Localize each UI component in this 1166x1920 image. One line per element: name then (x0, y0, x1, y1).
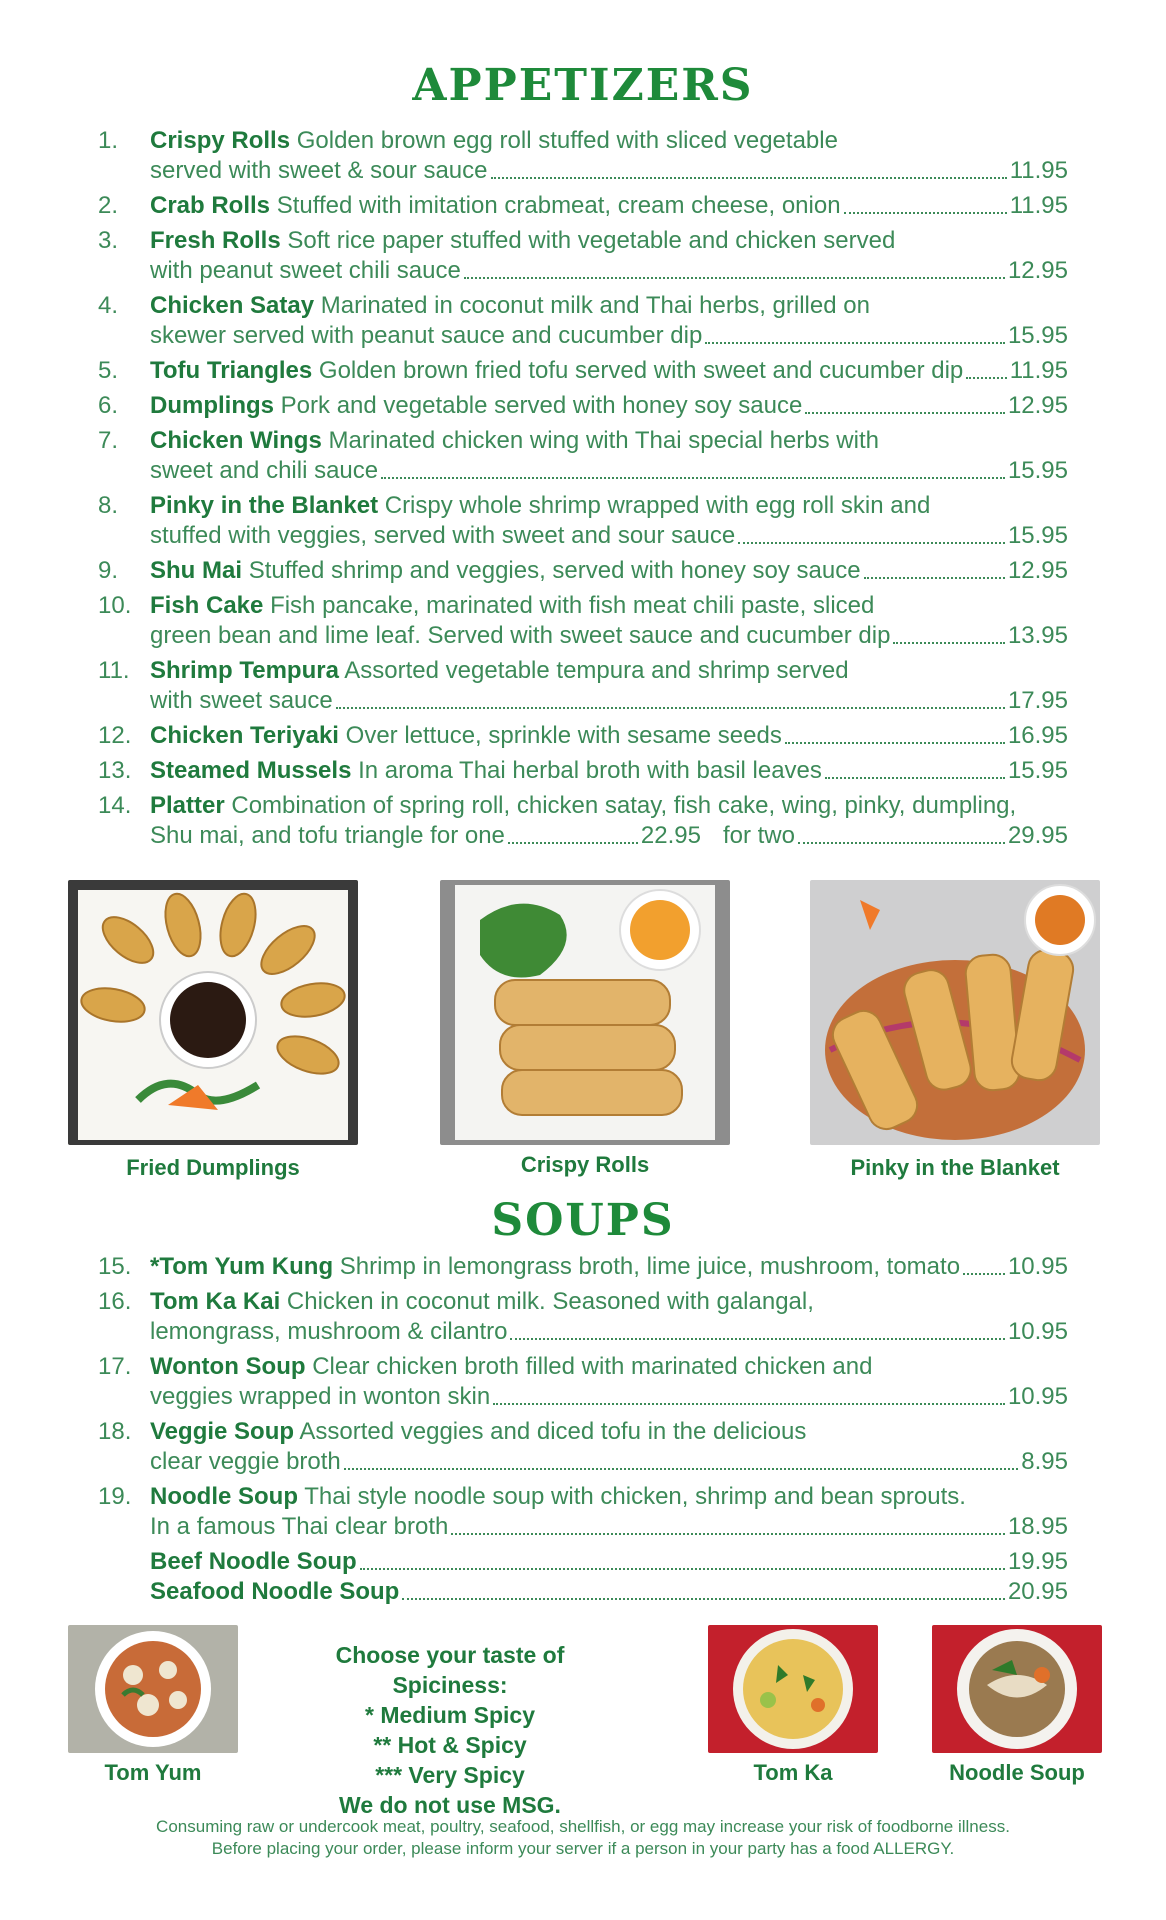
menu-item (98, 1417, 1068, 1477)
item-name: Pinky in the Blanket (150, 492, 379, 519)
item-number: 17. (98, 1353, 132, 1380)
item-number: 9. (98, 557, 119, 584)
menu-item (98, 556, 1068, 586)
item-price: 13.95 (1007, 622, 1068, 649)
footer-line-2: Before placing your order, please inform your server if a person in your party has a food ALLERGY. (211, 1839, 955, 1858)
for-two-label: for two (722, 822, 795, 849)
item-price: 15.95 (1007, 322, 1068, 349)
item-name: Steamed Mussels (150, 757, 352, 784)
item-line (150, 321, 1068, 351)
item-number: 12. (98, 722, 132, 749)
item-price: 20.95 (1007, 1578, 1068, 1605)
item-name: *Tom Yum Kung (150, 1253, 334, 1280)
item-description-cont: green bean and lime leaf. Served with sweet sauce and cucumber dip (150, 622, 891, 649)
item-line (150, 1417, 1068, 1447)
item-body (150, 391, 1068, 421)
item-body (150, 1417, 1068, 1477)
item-text (150, 721, 782, 751)
item-number: 11. (98, 657, 130, 684)
item-body (150, 1252, 1068, 1282)
item-name: Crab Rolls (150, 192, 271, 219)
menu-item (98, 291, 1068, 351)
item-body (150, 291, 1068, 351)
item-price: 16.95 (1007, 722, 1068, 749)
item-number: 16. (98, 1288, 132, 1315)
dot-leader (798, 842, 1005, 844)
item-line (150, 156, 1068, 186)
item-price: 18.95 (1007, 1513, 1068, 1540)
menu-item (98, 491, 1068, 551)
item-text (150, 191, 841, 221)
item-line (150, 256, 1068, 286)
item-body (150, 591, 1068, 651)
item-body (150, 1287, 1068, 1347)
item-description: Shrimp in lemongrass broth, lime juice, mushroom, tomato (339, 1253, 961, 1280)
item-description-cont: lemongrass, mushroom & cilantro (150, 1318, 508, 1345)
item-line (150, 1547, 1068, 1577)
fried-dumplings-caption: Fried Dumplings (126, 1155, 300, 1180)
item-line (150, 721, 1068, 751)
item-price: 12.95 (1007, 557, 1068, 584)
dot-leader (344, 1468, 1019, 1470)
item-body (150, 426, 1068, 486)
item-description-cont: veggies wrapped in wonton skin (150, 1383, 491, 1410)
item-number: 10. (98, 592, 132, 619)
dot-leader (805, 412, 1005, 414)
item-body (150, 226, 1068, 286)
item-name: Platter (150, 792, 225, 819)
item-description-cont: served with sweet & sour sauce (150, 157, 488, 184)
item-number-spacer (98, 1577, 150, 1607)
item-body (150, 1352, 1068, 1412)
item-line (150, 686, 1068, 716)
dot-leader (864, 577, 1005, 579)
footer-line-1: Consuming raw or undercook meat, poultry, seafood, shellfish, or egg may increase your risk of foodborne illness. (156, 1817, 1010, 1836)
item-text (150, 356, 963, 386)
item-price: 15.95 (1007, 757, 1068, 784)
item-price: 19.95 (1007, 1548, 1068, 1575)
item-body (150, 791, 1068, 851)
item-description: Combination of spring roll, chicken satay, fish cake, wing, pinky, dumpling, (231, 792, 1017, 819)
item-description: Assorted vegetable tempura and shrimp served (344, 657, 849, 684)
item-description: Marinated chicken wing with Thai special herbs with (328, 427, 879, 454)
item-name: Tom Ka Kai (150, 1288, 281, 1315)
item-text (150, 556, 861, 586)
item-line (150, 1577, 1068, 1607)
item-number: 8. (98, 492, 119, 519)
item-price: 10.95 (1007, 1318, 1068, 1345)
item-line (150, 391, 1068, 421)
appetizers-title: APPETIZERS (412, 60, 754, 111)
item-text (150, 756, 822, 786)
spice-legend (280, 1640, 620, 1820)
spice-level-very: *** Very Spicy (375, 1762, 525, 1788)
menu-item (98, 391, 1068, 421)
item-body (150, 721, 1068, 751)
soups-list (98, 1252, 1068, 1607)
dot-leader (893, 642, 1005, 644)
pinky-in-the-blanket-photo (810, 880, 1100, 1145)
item-description: Chicken in coconut milk. Seasoned with galangal, (286, 1288, 814, 1315)
item-description-cont: sweet and chili sauce (150, 457, 379, 484)
item-line (150, 1317, 1068, 1347)
item-name: Chicken Wings (150, 427, 322, 454)
item-line (150, 656, 1068, 686)
item-description: Pork and vegetable served with honey soy sauce (280, 392, 803, 419)
pinky-in-the-blanket-caption: Pinky in the Blanket (850, 1155, 1060, 1180)
item-description: Clear chicken broth filled with marinated chicken and (312, 1353, 873, 1380)
item-line (150, 456, 1068, 486)
item-number: 1. (98, 127, 119, 154)
item-name: Noodle Soup (150, 1483, 298, 1510)
menu-item-extra (98, 1577, 1068, 1607)
noodle-soup-photo (932, 1625, 1102, 1753)
dot-leader (705, 342, 1005, 344)
menu-item-extra (98, 1547, 1068, 1577)
item-line (150, 1252, 1068, 1282)
menu-item (98, 756, 1068, 786)
menu-item (98, 126, 1068, 186)
item-price: 11.95 (1009, 192, 1068, 219)
item-body (150, 126, 1068, 186)
tom-yum-caption: Tom Yum (104, 1760, 202, 1785)
item-description: Over lettuce, sprinkle with sesame seeds (345, 722, 782, 749)
dot-leader (493, 1403, 1005, 1405)
appetizers-list (98, 126, 1068, 856)
item-text (150, 391, 802, 421)
item-description-cont: In a famous Thai clear broth (150, 1513, 449, 1540)
item-description-cont: skewer served with peanut sauce and cucumber dip (150, 322, 703, 349)
menu-item (98, 191, 1068, 221)
item-name: Chicken Teriyaki (150, 722, 339, 749)
item-body (150, 556, 1068, 586)
dot-leader (844, 212, 1007, 214)
dot-leader (491, 177, 1007, 179)
item-description: Thai style noodle soup with chicken, shrimp and bean sprouts. (304, 1483, 966, 1510)
item-description-cont: clear veggie broth (150, 1448, 341, 1475)
item-line (150, 191, 1068, 221)
item-description: Marinated in coconut milk and Thai herbs, grilled on (320, 292, 870, 319)
tom-yum-photo (68, 1625, 238, 1753)
item-description: Soft rice paper stuffed with vegetable and chicken served (287, 227, 896, 254)
menu-item-platter (98, 791, 1068, 851)
item-price: 11.95 (1009, 157, 1068, 184)
spice-level-medium: * Medium Spicy (365, 1702, 535, 1728)
crispy-rolls-caption: Crispy Rolls (520, 1152, 650, 1177)
dot-leader (508, 842, 638, 844)
item-line (150, 556, 1068, 586)
item-price: 15.95 (1007, 457, 1068, 484)
dot-leader (381, 477, 1005, 479)
item-description: Stuffed shrimp and veggies, served with honey soy sauce (248, 557, 861, 584)
item-description: Fish pancake, marinated with fish meat chili paste, sliced (270, 592, 875, 619)
item-description: Crispy whole shrimp wrapped with egg roll skin and (384, 492, 931, 519)
item-name: Fish Cake (150, 592, 264, 619)
item-name: Wonton Soup (150, 1353, 306, 1380)
item-price: 12.95 (1007, 257, 1068, 284)
item-name: Shrimp Tempura (150, 657, 339, 684)
dot-leader (451, 1533, 1005, 1535)
item-description-cont: with peanut sweet chili sauce (150, 257, 461, 284)
item-body (150, 656, 1068, 716)
item-number-spacer (98, 1547, 150, 1577)
item-number: 4. (98, 292, 119, 319)
item-body (150, 356, 1068, 386)
item-price: 11.95 (1009, 357, 1068, 384)
dot-leader (966, 377, 1006, 379)
tom-ka-caption: Tom Ka (753, 1760, 833, 1785)
item-description-cont: Shu mai, and tofu triangle for one (150, 822, 505, 849)
item-line (150, 1287, 1068, 1317)
menu-item (98, 1352, 1068, 1412)
menu-item (98, 1482, 1068, 1542)
item-name: Chicken Satay (150, 292, 315, 319)
item-line (150, 821, 1068, 851)
spice-heading: Choose your taste of Spiciness: (335, 1642, 565, 1698)
item-number: 13. (98, 757, 132, 784)
menu-item (98, 656, 1068, 716)
item-body (150, 1547, 1068, 1577)
soups-title: SOUPS (491, 1195, 675, 1246)
item-price: 10.95 (1007, 1383, 1068, 1410)
item-text (150, 1252, 960, 1282)
item-line (150, 1382, 1068, 1412)
menu-item (98, 426, 1068, 486)
item-number: 14. (98, 792, 132, 819)
crispy-rolls-photo (440, 880, 730, 1145)
price-for-two: 29.95 (1007, 822, 1068, 849)
item-line (150, 1352, 1068, 1382)
menu-item (98, 1252, 1068, 1282)
dot-leader (360, 1568, 1005, 1570)
allergy-footer (60, 1816, 1106, 1860)
dot-leader (785, 742, 1005, 744)
item-line (150, 756, 1068, 786)
item-description: In aroma Thai herbal broth with basil leaves (358, 757, 822, 784)
item-line (150, 426, 1068, 456)
spice-level-hot: ** Hot & Spicy (373, 1732, 527, 1758)
fried-dumplings-photo (68, 880, 358, 1145)
no-msg-note: We do not use MSG. (339, 1792, 561, 1818)
item-body (150, 1577, 1068, 1607)
price-for-one: 22.95 (640, 822, 701, 849)
menu-item (98, 226, 1068, 286)
item-number: 7. (98, 427, 119, 454)
item-name: Veggie Soup (150, 1418, 295, 1445)
item-number: 18. (98, 1418, 132, 1445)
dot-leader (464, 277, 1005, 279)
item-line (150, 791, 1068, 821)
item-name: Shu Mai (150, 557, 243, 584)
item-number: 6. (98, 392, 119, 419)
dot-leader (336, 707, 1005, 709)
item-line (150, 356, 1068, 386)
item-description: Stuffed with imitation crabmeat, cream cheese, onion (276, 192, 841, 219)
item-number: 19. (98, 1483, 132, 1510)
item-name: Tofu Triangles (150, 357, 313, 384)
item-line (150, 491, 1068, 521)
item-name: Seafood Noodle Soup (150, 1578, 400, 1605)
dot-leader (825, 777, 1005, 779)
menu-item (98, 1287, 1068, 1347)
item-description-cont: stuffed with veggies, served with sweet and sour sauce (150, 522, 736, 549)
item-body (150, 191, 1068, 221)
tom-ka-photo (708, 1625, 878, 1753)
item-price: 17.95 (1007, 687, 1068, 714)
item-line (150, 1482, 1068, 1512)
item-price: 12.95 (1007, 392, 1068, 419)
item-line (150, 521, 1068, 551)
menu-item (98, 591, 1068, 651)
item-body (150, 491, 1068, 551)
menu-item (98, 356, 1068, 386)
item-price: 15.95 (1007, 522, 1068, 549)
item-description: Golden brown fried tofu served with sweet and cucumber dip (318, 357, 964, 384)
menu-item (98, 721, 1068, 751)
item-line (150, 621, 1068, 651)
item-line (150, 1512, 1068, 1542)
item-body (150, 1482, 1068, 1542)
item-description: Golden brown egg roll stuffed with sliced vegetable (296, 127, 838, 154)
item-line (150, 126, 1068, 156)
item-number: 3. (98, 227, 119, 254)
item-number: 2. (98, 192, 119, 219)
item-line (150, 291, 1068, 321)
item-line (150, 226, 1068, 256)
item-price: 8.95 (1021, 1448, 1068, 1475)
dot-leader (738, 542, 1005, 544)
item-description: Assorted veggies and diced tofu in the delicious (299, 1418, 807, 1445)
item-name: Fresh Rolls (150, 227, 281, 254)
item-number: 5. (98, 357, 119, 384)
item-name: Beef Noodle Soup (150, 1548, 357, 1575)
dot-leader (510, 1338, 1004, 1340)
item-number: 15. (98, 1253, 132, 1280)
item-line (150, 1447, 1068, 1477)
noodle-soup-caption: Noodle Soup (949, 1760, 1085, 1785)
item-body (150, 756, 1068, 786)
item-name: Dumplings (150, 392, 274, 419)
item-price: 10.95 (1007, 1253, 1068, 1280)
item-line (150, 591, 1068, 621)
item-name: Crispy Rolls (150, 127, 291, 154)
item-description-cont: with sweet sauce (150, 687, 333, 714)
dot-leader (963, 1273, 1005, 1275)
dot-leader (402, 1598, 1005, 1600)
